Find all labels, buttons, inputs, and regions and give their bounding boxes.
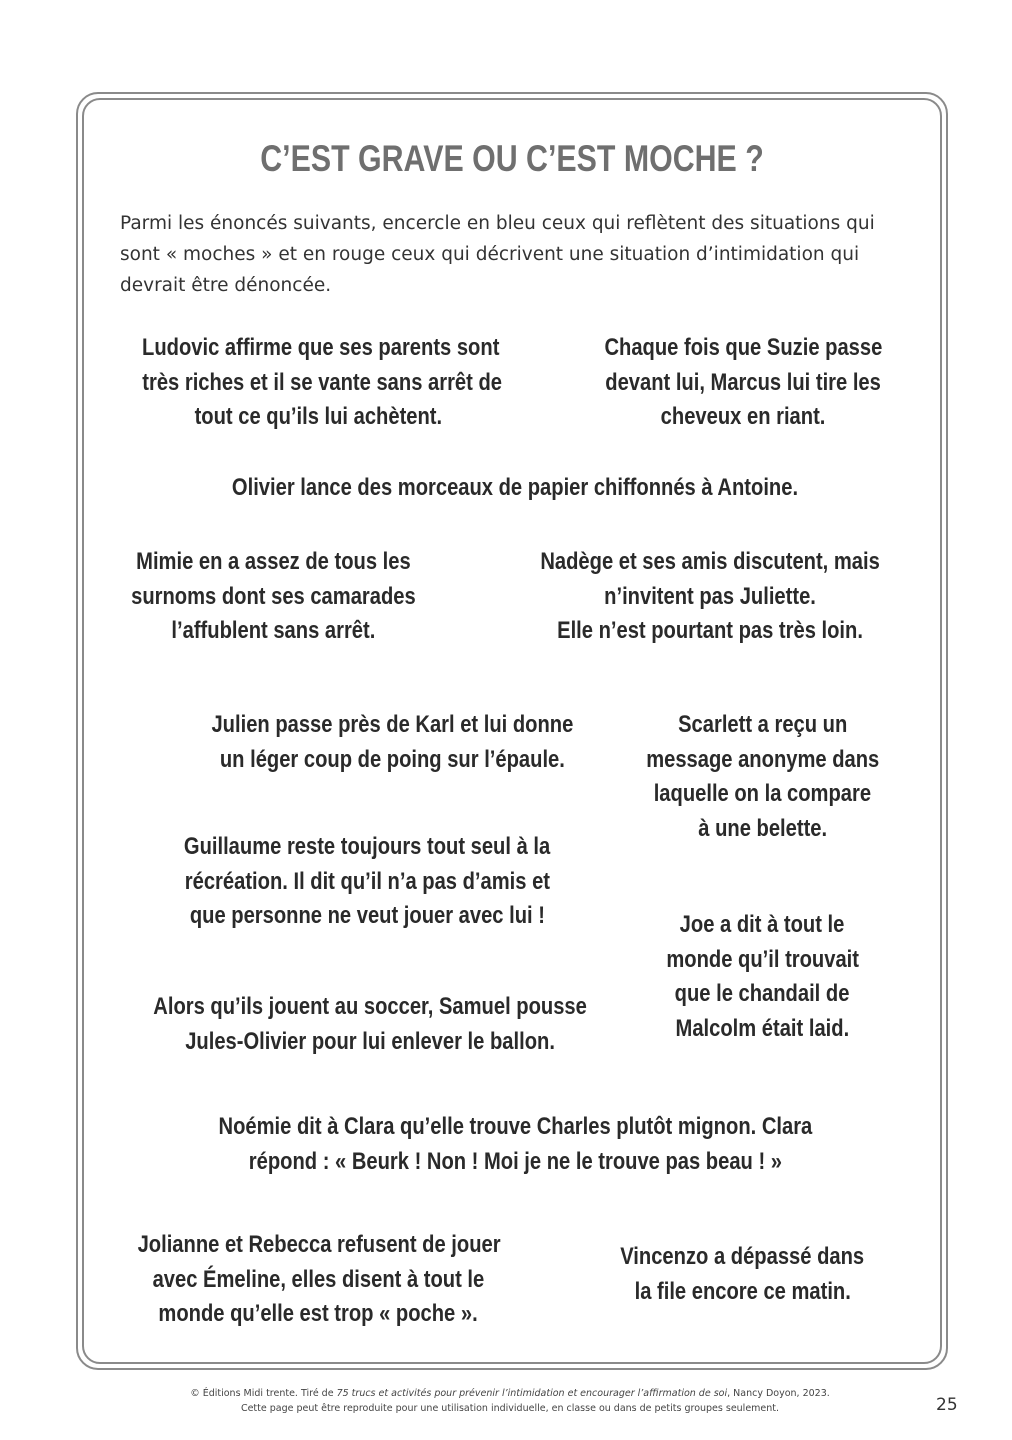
line: Jules-Olivier pour lui enlever le ballon.: [185, 1027, 555, 1055]
line: que le chandail de: [675, 980, 850, 1007]
line: Noémie dit à Clara qu’elle trouve Charles plutôt mignon. Clara: [218, 1113, 812, 1140]
footer-book-title: 75 trucs et activités pour prévenir l’intimidation et encourager l’affirmation de soi: [336, 1388, 728, 1399]
line: à une belette.: [698, 814, 827, 842]
statement-jolianne: [103, 1228, 533, 1332]
line: cheveux en riant.: [660, 403, 826, 430]
line: Olivier lance des morceaux de papier chiffonnés à Antoine.: [231, 474, 799, 501]
line: récréation. Il dit qu’il n’a pas d’amis et: [184, 867, 551, 895]
line: Nadège et ses amis discutent, mais: [540, 548, 880, 575]
line: la file encore ce matin.: [634, 1277, 851, 1305]
statement-scarlett: [620, 708, 905, 846]
statement-julien: [170, 708, 615, 777]
line: tout ce qu’ils lui achètent.: [194, 403, 442, 430]
footer-prefix: © Éditions Midi trente. Tiré de: [190, 1388, 337, 1399]
footer-suffix: , Nancy Doyon, 2023.: [727, 1388, 830, 1399]
statement-vincenzo: [580, 1240, 905, 1309]
line: devant lui, Marcus lui tire les: [605, 368, 881, 396]
statement-noemie: [160, 1110, 870, 1179]
statement-suzie: [568, 331, 918, 435]
line: laquelle on la compare: [653, 780, 872, 807]
line: Julien passe près de Karl et lui donne: [211, 711, 574, 738]
statement-samuel: [110, 990, 630, 1059]
line: Jolianne et Rebecca refusent de jouer: [137, 1231, 501, 1258]
line: Chaque fois que Suzie passe: [604, 334, 882, 361]
line: Malcolm était laid.: [675, 1014, 850, 1042]
line: Guillaume reste toujours tout seul à la: [184, 833, 551, 860]
statement-joe: [630, 908, 895, 1046]
statement-nadege: [505, 545, 915, 649]
statement-guillaume: [140, 830, 595, 934]
line: Mimie en a assez de tous les: [135, 548, 411, 575]
line: un léger coup de poing sur l’épaule.: [219, 745, 566, 773]
line: Alors qu’ils jouent au soccer, Samuel pousse: [153, 993, 587, 1020]
line: message anonyme dans: [645, 745, 880, 773]
footer-reproduction-note: Cette page peut être reproduite pour une utilisation individuelle, en classe ou dans de petits groupes seulement.: [240, 1403, 780, 1414]
line: Elle n’est pourtant pas très loin.: [557, 617, 863, 644]
statement-olivier: [160, 471, 870, 506]
page-number: 25: [936, 1395, 958, 1415]
instructions: Parmi les énoncés suivants, encercle en bleu ceux qui reflètent des situations qui sont « moches » et en rouge ceux qui décrivent une situation d’intimidation qui devrait être dénoncée.: [120, 213, 875, 296]
line: l’affublent sans arrêt.: [171, 617, 375, 644]
line: Joe a dit à tout le: [680, 911, 845, 938]
line: Vincenzo a dépassé dans: [620, 1243, 865, 1270]
page-title: C’EST GRAVE OU C’EST MOCHE ?: [260, 138, 764, 179]
line: n’invitent pas Juliette.: [604, 582, 816, 610]
line: Scarlett a reçu un: [677, 711, 848, 738]
footer-credits: [120, 1386, 900, 1416]
line: surnoms dont ses camarades: [130, 582, 416, 610]
statement-ludovic: [108, 331, 528, 435]
line: que personne ne veut jouer avec lui !: [189, 902, 546, 929]
line: très riches et il se vante sans arrêt de: [142, 368, 502, 396]
line: répond : « Beurk ! Non ! Moi je ne le trouve pas beau ! »: [248, 1147, 782, 1175]
line: Ludovic affirme que ses parents sont: [142, 334, 500, 361]
line: monde qu’elle est trop « poche ».: [158, 1300, 478, 1327]
statement-mimie: [103, 545, 443, 649]
line: monde qu’il trouvait: [666, 945, 859, 973]
line: avec Émeline, elles disent à tout le: [152, 1265, 484, 1293]
